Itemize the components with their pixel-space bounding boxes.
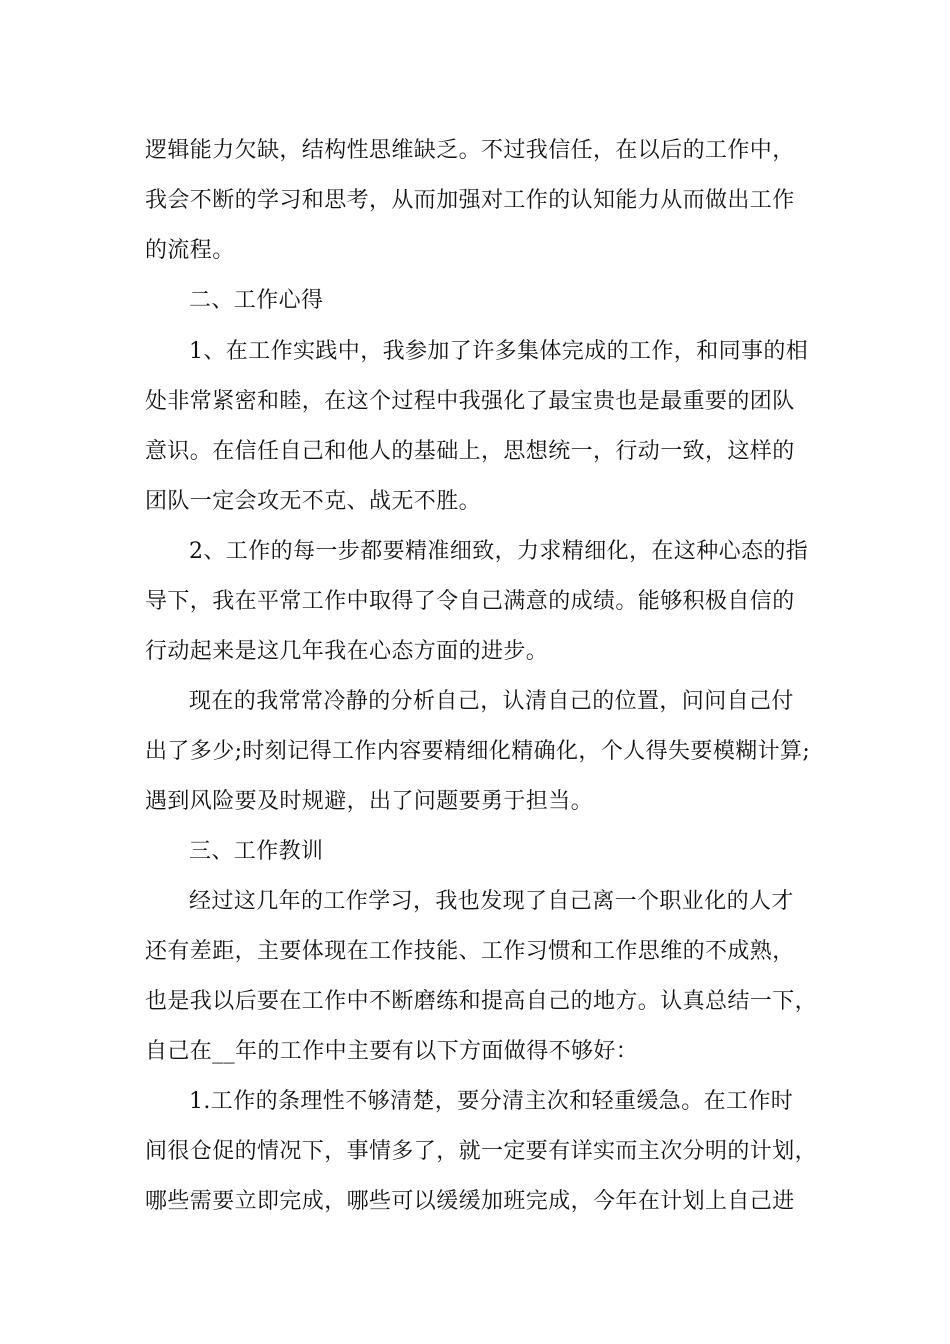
section-heading: 三、工作教训 xyxy=(189,839,324,864)
text-line: 处非常紧密和睦，在这个过程中我强化了最宝贵也是最重要的团队 xyxy=(145,389,795,414)
text-line: 也是我以后要在工作中不断磨练和提高自己的地方。认真总结一下， xyxy=(145,989,818,1014)
text-line: 行动起来是这几年我在心态方面的进步。 xyxy=(145,639,549,664)
text-line: 间很仓促的情况下，事情多了，就一定要有详实而主次分明的计划， xyxy=(145,1139,818,1164)
text-line: 经过这几年的工作学习，我也发现了自己离一个职业化的人才 xyxy=(189,889,794,914)
text-line: 1、在工作实践中，我参加了许多集体完成的工作，和同事的相 xyxy=(189,339,809,364)
text-line: 现在的我常常冷静的分析自己，认清自己的位置，问问自己付 xyxy=(189,689,794,714)
text-line: 还有差距，主要体现在工作技能、工作习惯和工作思维的不成熟， xyxy=(145,939,795,964)
text-line: 团队一定会攻无不克、战无不胜。 xyxy=(145,489,482,514)
text-line: 2、工作的每一步都要精准细致，力求精细化，在这种心态的指 xyxy=(189,539,809,564)
text-line: 的流程。 xyxy=(145,238,235,263)
text-line: 意识。在信任自己和他人的基础上，思想统一，行动一致，这样的 xyxy=(145,439,795,464)
text-line: 遇到风险要及时规避，出了问题要勇于担当。 xyxy=(145,789,594,814)
text-line: 导下，我在平常工作中取得了令自己满意的成绩。能够积极自信的 xyxy=(145,589,795,614)
text-line: 我会不断的学习和思考，从而加强对工作的认知能力从而做出工作 xyxy=(145,188,795,213)
text-line: 自己在__年的工作中主要有以下方面做得不够好： xyxy=(145,1039,639,1064)
text-line: 哪些需要立即完成，哪些可以缓缓加班完成，今年在计划上自己进 xyxy=(145,1189,795,1214)
text-line: 1.工作的条理性不够清楚，要分清主次和轻重缓急。在工作时 xyxy=(189,1089,794,1114)
section-heading: 二、工作心得 xyxy=(189,288,324,313)
text-line: 出了多少;时刻记得工作内容要精细化精确化，个人得失要模糊计算; xyxy=(145,739,811,764)
text-line: 逻辑能力欠缺，结构性思维缺乏。不过我信任，在以后的工作中， xyxy=(145,138,795,163)
